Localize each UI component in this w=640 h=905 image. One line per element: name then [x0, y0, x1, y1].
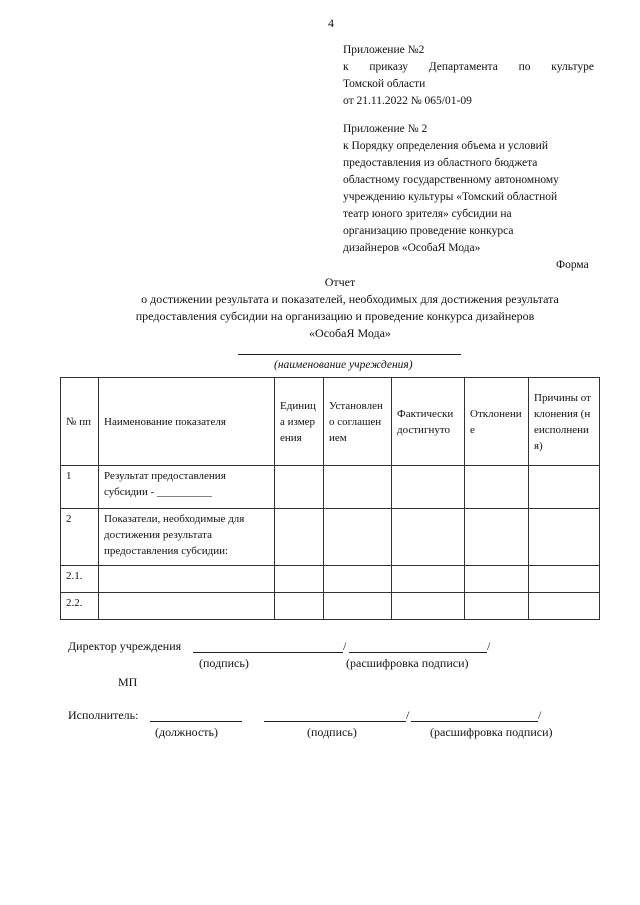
row-name: Показатели, необходимые для достижения результата предоставления субсидии: — [99, 509, 275, 566]
row-cell — [465, 593, 529, 620]
order-appendix-line: театр юного зрителя» субсидии на — [343, 208, 512, 220]
table-row — [61, 466, 600, 509]
director-decoding-line — [349, 652, 487, 653]
order-appendix-line: организацию проведение конкурса — [343, 225, 514, 237]
row-cell — [324, 566, 392, 593]
slash: / — [406, 708, 410, 722]
table-row — [61, 593, 600, 620]
director-signature-caption: (подпись) — [199, 656, 249, 670]
order-appendix-title: Приложение № 2 — [343, 123, 428, 135]
report-table — [60, 377, 600, 620]
slash: / — [538, 708, 542, 722]
slash: / — [487, 639, 491, 653]
row-name: Результат предоставления субсидии - __________ — [99, 466, 275, 509]
institution-caption: (наименование учреждения) — [274, 359, 413, 371]
row-cell — [529, 593, 600, 620]
row-cell — [275, 466, 324, 509]
row-cell — [392, 509, 465, 566]
appendix-line-3: от 21.11.2022 № 065/01-09 — [343, 95, 472, 107]
slash: / — [343, 639, 347, 653]
institution-name-line — [238, 354, 461, 355]
row-cell — [529, 466, 600, 509]
row-cell — [275, 593, 324, 620]
row-cell — [392, 566, 465, 593]
row-cell — [324, 466, 392, 509]
order-appendix-line: областному государственному автономному — [343, 174, 559, 186]
appendix-word: Департамента — [428, 61, 498, 73]
order-appendix-line: предоставления из областного бюджета — [343, 157, 538, 169]
header-reasons: Причины отклонения (неисполнения) — [529, 378, 600, 466]
director-signature-line — [193, 652, 343, 653]
header-set: Установлено соглашением — [324, 378, 392, 466]
row-num: 2.1. — [61, 566, 99, 593]
header-num: № пп — [61, 378, 99, 466]
table-row — [61, 566, 600, 593]
report-subtitle-line: предоставления субсидии на организацию и проведение конкурса дизайнеров — [135, 309, 535, 323]
executor-signature-caption: (подпись) — [307, 725, 357, 739]
row-cell — [392, 466, 465, 509]
row-cell — [529, 566, 600, 593]
appendix-word: культуре — [551, 61, 594, 73]
row-cell — [324, 593, 392, 620]
row-cell — [392, 593, 465, 620]
header-deviation: Отклонение — [465, 378, 529, 466]
report-subtitle-line: о достижении результата и показателей, необходимых для достижения результата — [141, 292, 559, 306]
executor-position-caption: (должность) — [155, 725, 218, 739]
executor-signature-line — [264, 721, 406, 722]
executor-position-line — [150, 721, 242, 722]
header-actual: Фактически достигнуто — [392, 378, 465, 466]
header-unit: Единица измерения — [275, 378, 324, 466]
form-label: Форма — [556, 259, 589, 271]
appendix-title: Приложение №2 — [343, 44, 425, 56]
row-cell — [465, 566, 529, 593]
appendix-word: по — [518, 61, 531, 73]
executor-label: Исполнитель: — [68, 708, 139, 722]
table-header-row — [61, 378, 600, 466]
row-num: 2 — [61, 509, 99, 566]
appendix-line-1 — [343, 59, 594, 76]
row-cell — [324, 509, 392, 566]
row-cell — [275, 566, 324, 593]
appendix-word: к — [343, 61, 349, 73]
report-subtitle-line: «ОсобаЯ Мода» — [309, 326, 391, 340]
row-name — [99, 566, 275, 593]
page-number: 4 — [328, 16, 334, 30]
order-appendix-line: учреждению культуры «Томский областной — [343, 191, 558, 203]
row-num: 1 — [61, 466, 99, 509]
order-appendix-line: дизайнеров «ОсобаЯ Мода» — [343, 242, 481, 254]
row-cell — [529, 509, 600, 566]
row-name — [99, 593, 275, 620]
director-label: Директор учреждения — [68, 639, 182, 653]
order-appendix-line: к Порядку определения объема и условий — [343, 140, 548, 152]
stamp-label: МП — [118, 675, 138, 689]
director-decoding-caption: (расшифровка подписи) — [346, 656, 469, 670]
header-name: Наименование показателя — [99, 378, 275, 466]
row-num: 2.2. — [61, 593, 99, 620]
executor-decoding-caption: (расшифровка подписи) — [430, 725, 553, 739]
row-cell — [465, 466, 529, 509]
row-cell — [275, 509, 324, 566]
table-row — [61, 509, 600, 566]
row-cell — [465, 509, 529, 566]
report-title: Отчет — [324, 275, 356, 289]
executor-decoding-line — [411, 721, 538, 722]
appendix-line-2: Томской области — [343, 78, 426, 90]
appendix-word: приказу — [369, 61, 409, 73]
